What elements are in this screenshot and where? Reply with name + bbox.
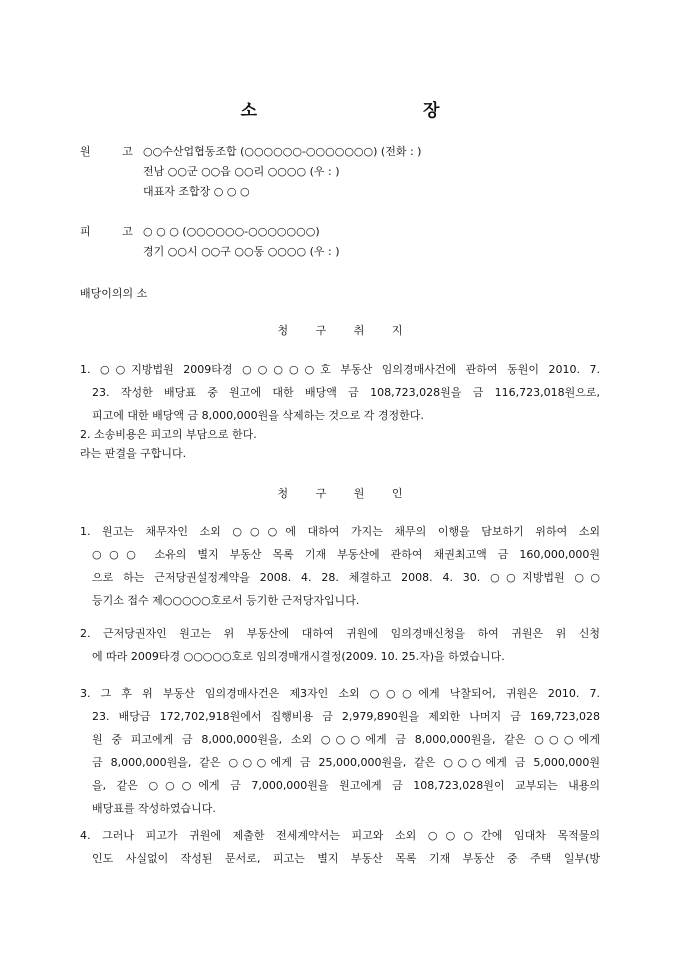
claim-closing (80, 442, 600, 465)
claim-item-2-row: 2. 소송비용은 피고의 부담으로 한다. (80, 428, 257, 441)
cause-heading: 청 구 원 인 (277, 487, 415, 500)
cause-p3-row-6: 배당표를 작성하였습니다. (92, 802, 216, 815)
cause-paragraph-4 (80, 824, 600, 870)
cause-paragraph-1 (80, 520, 600, 612)
cause-p2-row-2: 에 따라 2009타경 ○○○○○호로 임의경매개시결정(2009. 10. 25.자)을 하였습니다. (92, 650, 505, 663)
cause-paragraph-3 (80, 682, 600, 820)
cause-p4-row-1: 4. 그러나 피고가 귀원에 제출한 전세계약서는 피고와 소외 ○○○간에 임대차 목적물의 (80, 829, 600, 842)
claim-item-1-row-1: 1. ○○지방법원 2009타경 ○○○○○호 부동산 임의경매사건에 관하여 동원이 2010. 7. (80, 363, 600, 376)
claim-heading: 청 구 취 지 (277, 324, 415, 337)
cause-p3-row-5: 을, 같은 ○○○에게 금 7,000,000원을 원고에게 금 108,723,028원이 교부되는 내용의 (92, 779, 600, 792)
defendant-name-line: ○ ○ ○ (○○○○○○-○○○○○○○) (143, 225, 320, 238)
claim-item-1 (80, 358, 600, 427)
cause-p3-row-4: 금 8,000,000원을, 같은 ○○○에게 금 25,000,000원을, 같은 ○○○에게 금 5,000,000원 (92, 756, 600, 769)
cause-p3-row-1: 3. 그 후 위 부동산 임의경매사건은 제3자인 소외 ○○○에게 낙찰되어, 귀원은 2010. 7. (80, 687, 600, 700)
cause-p1-row-1: 1. 원고는 채무자인 소외 ○○○에 대하여 가지는 채무의 이행을 담보하기 위하여 소외 (80, 525, 600, 538)
plaintiff-name-line: ○○수산업협동조합 (○○○○○○-○○○○○○○) (전화 : ) (143, 145, 422, 158)
plaintiff-label: 원 고 (80, 145, 147, 158)
cause-p1-row-2: ○○○ 소유의 별지 부동산 목록 기재 부동산에 관하여 채권최고액 금 160,000,000원 (92, 548, 600, 561)
cause-p4-row-2: 인도 사실없이 작성된 문서로, 피고는 별지 부동산 목록 기재 부동산 중 주택 일부(방 (92, 852, 600, 865)
document-title: 소 장 (240, 101, 520, 121)
case-name: 배당이의의 소 (80, 287, 148, 300)
cause-p3-row-2: 23. 배당금 172,702,918원에서 집행비용 금 2,979,890원을 제외한 나머지 금 169,723,028 (92, 710, 600, 723)
plaintiff-representative-line: 대표자 조합장 ○ ○ ○ (143, 185, 250, 198)
defendant-address-line: 경기 ○○시 ○○구 ○○동 ○○○○ (우 : ) (143, 245, 340, 258)
cause-p1-row-4: 등기소 접수 제○○○○○호로서 등기한 근저당자입니다. (92, 594, 360, 607)
cause-paragraph-2 (80, 622, 600, 668)
cause-p2-row-1: 2. 근저당권자인 원고는 위 부동산에 대하여 귀원에 임의경매신청을 하여 귀원은 위 신청 (80, 627, 600, 640)
cause-p1-row-3: 으로 하는 근저당권설정계약을 2008. 4. 28. 체결하고 2008. 4. 30. ○○지방법원 ○○ (92, 571, 600, 584)
plaintiff-address-line: 전남 ○○군 ○○읍 ○○리 ○○○○ (우 : ) (143, 165, 340, 178)
claim-item-1-row-3: 피고에 대한 배당액 금 8,000,000원을 삭제하는 것으로 각 경정한다. (92, 409, 424, 422)
defendant-label: 피 고 (80, 225, 147, 238)
cause-p3-row-3: 원 중 피고에게 금 8,000,000원을, 소외 ○○○에게 금 8,000,000원을, 같은 ○○○에게 (92, 733, 600, 746)
claim-closing-row: 라는 판결을 구합니다. (80, 447, 187, 460)
claim-item-1-row-2: 23. 작성한 배당표 중 원고에 대한 배당액 금 108,723,028원을 금 116,723,018원으로, (92, 386, 600, 399)
